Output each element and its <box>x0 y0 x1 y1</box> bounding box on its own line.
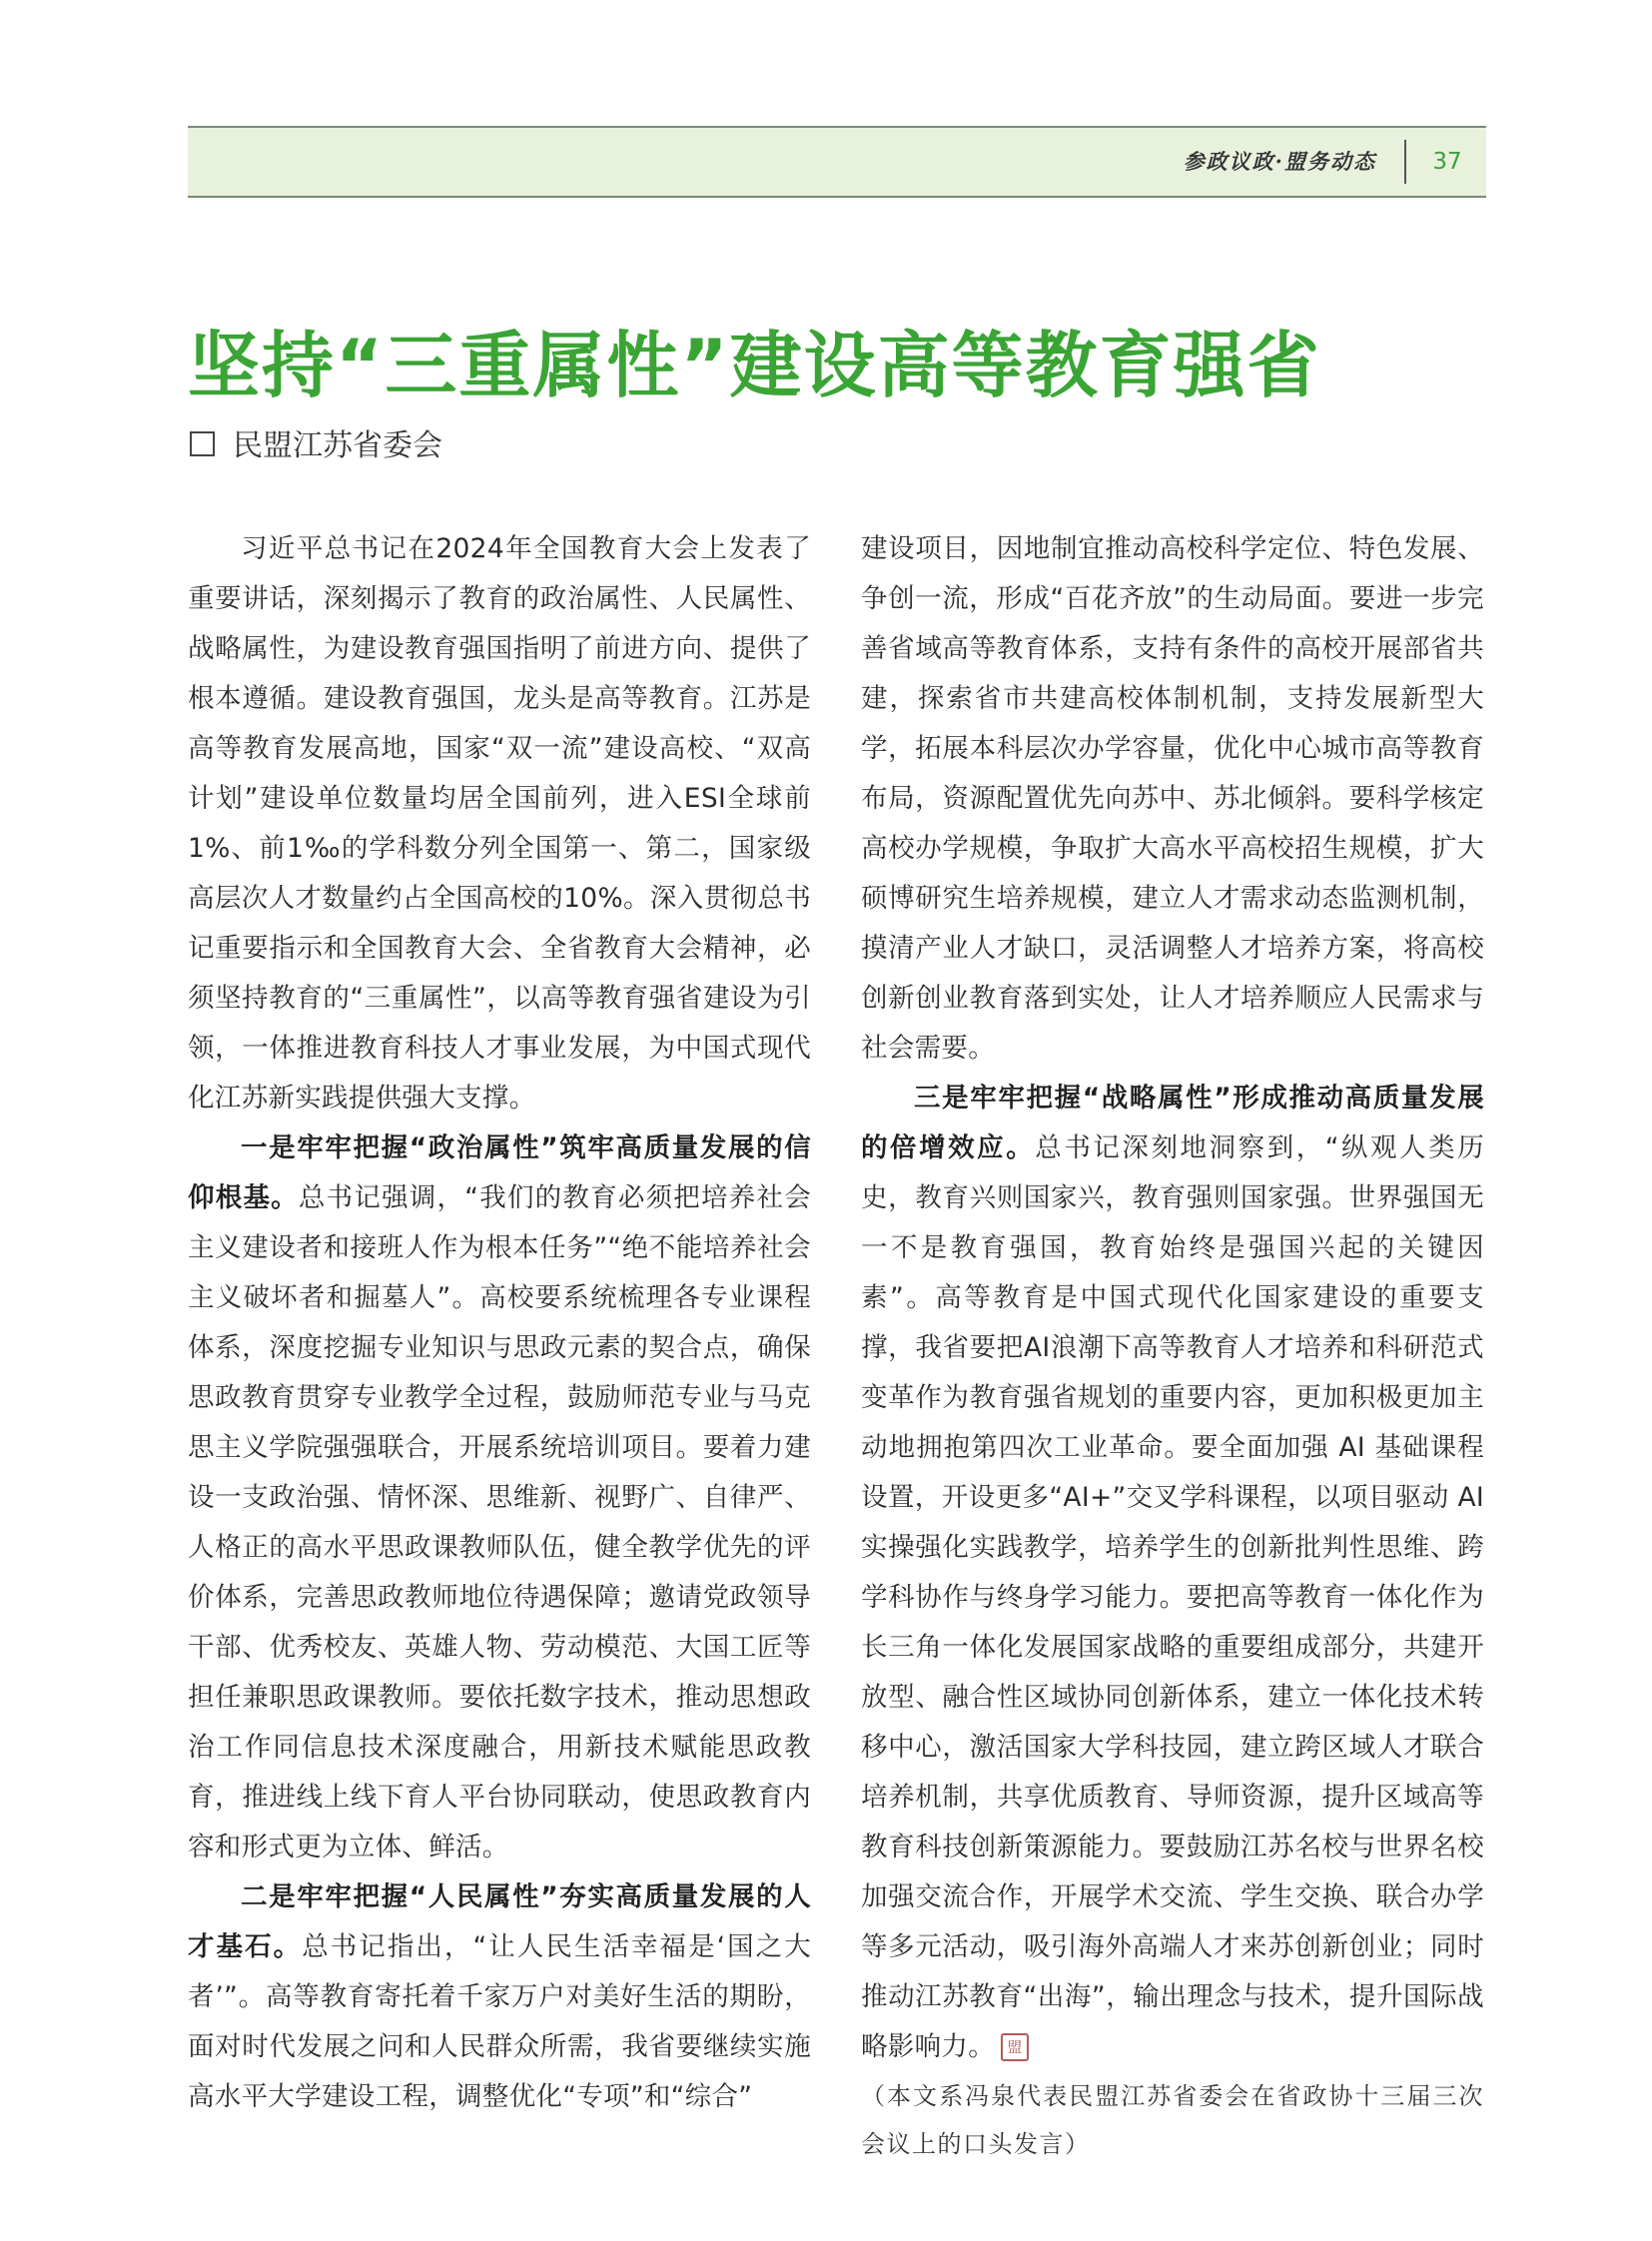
political-attribute-paragraph <box>188 1123 811 1872</box>
people-attribute-paragraph <box>188 1872 811 2122</box>
paragraph-lead: 一是牢牢把握“政治属性”筑牢高质量发展的信仰根基。 <box>188 1132 811 1213</box>
left-column <box>188 524 811 2122</box>
page-number: 37 <box>1432 149 1462 175</box>
people-attribute-continued: 建设项目，因地制宜推动高校科学定位、特色发展、争创一流，形成“百花齐放”的生动局面。要进一步完善省域高等教育体系，支持有条件的高校开展部省共建，探索省市共建高校体制机制，支持发展新型大学，拓展本科层次办学容量，优化中心城市高等教育布局，资源配置优先向苏中、苏北倾斜。要科学核定高校办学规模，争取扩大高水平高校招生规模，扩大硕博研究生培养规模，建立人才需求动态监测机制，摸清产业人才缺口，灵活调整人才培养方案，将高校创新创业教育落到实处，让人才培养顺应人民需求与社会需要。 <box>861 533 1484 1064</box>
right-column <box>861 524 1484 2168</box>
paragraph-body: 总书记深刻地洞察到，“纵观人类历史，教育兴则国家兴，教育强则国家强。世界强国无一不是教育强国，教育始终是强国兴起的关键因素”。高等教育是中国式现代化国家建设的重要支撑，我省要把AI浪潮下高等教育人才培养和科研范式变革作为教育强省规划的重要内容，更加积极更加主动地拥抱第四次工业革命。要全面加强 AI 基础课程设置，开设更多“AI+”交叉学科课程，以项目驱动 AI 实操强化实践教学，培养学生的创新批判性思维、跨学科协作与终身学习能力。要把高等教育一体化作为长三角一体化发展国家战略的重要组成部分，共建开放型、融合性区域协同创新体系，建立一体化技术转移中心，激活国家大学科技园，建立跨区域人才联合培养机制，共享优质教育、导师资源，提升区域高等教育科技创新策源能力。要鼓励江苏名校与世界名校加强交流合作，开展学术交流、学生交换、联合办学等多元活动，吸引海外高端人才来苏创新创业；同时推动江苏教育“出海”，输出理念与技术，提升国际战略影响力。 <box>861 1132 1484 2062</box>
paragraph-body: 总书记指出，“让人民生活幸福是‘国之大者’”。高等教育寄托着千家万户对美好生活的期盼，面对时代发展之问和人民群众所需，我省要继续实施高水平大学建设工程，调整优化“专项”和“综合” <box>188 1931 812 2112</box>
paragraph-body: 总书记强调，“我们的教育必须把培养社会主义建设者和接班人作为根本任务”“绝不能培养社会主义破坏者和掘墓人”。高校要系统梳理各专业课程体系，深度挖掘专业知识与思政元素的契合点，确保思政教育贯穿专业教学全过程，鼓励师范专业与马克思主义学院强强联合，开展系统培训项目。要着力建设一支政治强、情怀深、思维新、视野广、自律严、人格正的高水平思政课教师队伍，健全教学优先的评价体系，完善思政教师地位待遇保障；邀请党政领导干部、优秀校友、英雄人物、劳动模范、大国工匠等担任兼职思政课教师。要依托数字技术，推动思想政治工作同信息技术深度融合，用新技术赋能思政教育，推进线上线下育人平台协同联动，使思政教育内容和形式更为立体、鲜活。 <box>188 1182 811 1863</box>
author-name: 民盟江苏省委会 <box>233 428 442 463</box>
article-title: 坚持“三重属性”建设高等教育强省 <box>188 324 1321 407</box>
paragraph-lead: 二是牢牢把握“人民属性”夯实高质量发展的人才基石。 <box>188 1881 811 1962</box>
byline <box>190 420 442 464</box>
end-mark-icon: 盟 <box>1001 2033 1029 2061</box>
section-label: 参政议政·盟务动态 <box>1183 149 1376 174</box>
header-divider <box>1404 140 1406 184</box>
source-note: （本文系冯泉代表民盟江苏省委会在省政协十三届三次会议上的口头发言） <box>861 2082 1484 2158</box>
strategic-attribute-paragraph <box>861 1074 1484 2072</box>
paragraph-lead: 三是牢牢把握“战略属性”形成推动高质量发展的倍增效应。 <box>861 1083 1484 1163</box>
square-bullet-icon <box>190 431 215 456</box>
page-header <box>188 126 1486 198</box>
intro-paragraph: 习近平总书记在2024年全国教育大会上发表了重要讲话，深刻揭示了教育的政治属性、人民属性、战略属性，为建设教育强国指明了前进方向、提供了根本遵循。建设教育强国，龙头是高等教育。江苏是高等教育发展高地，国家“双一流”建设高校、“双高计划”建设单位数量均居全国前列，进入ESI全球前1%、前1‰的学科数分列全国第一、第二，国家级高层次人才数量约占全国高校的10%。深入贯彻总书记重要指示和全国教育大会、全省教育大会精神，必须坚持教育的“三重属性”，以高等教育强省建设为引领，一体推进教育科技人才事业发展，为中国式现代化江苏新实践提供强大支撑。 <box>188 533 811 1114</box>
